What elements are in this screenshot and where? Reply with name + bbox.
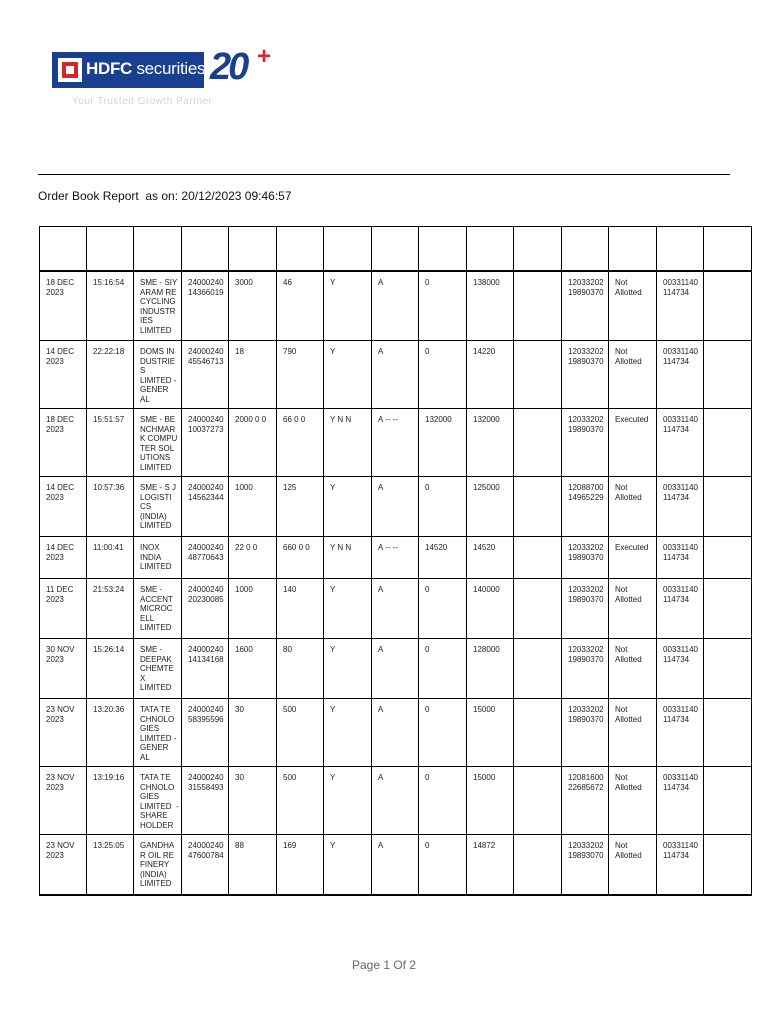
cell-price: 500 [277,699,324,767]
cell-type: A [372,341,419,409]
cell-time: 15:16:54 [87,271,134,341]
cell-amount: 132000 [467,409,514,477]
cell-acct: 00331140 114734 [657,835,704,896]
cell-time: 21:53:24 [87,579,134,639]
cell-empty [704,835,752,896]
cell-security: SME - BE NCHMAR K COMPU TER SOL UTIONS LIMITED [134,409,182,477]
cell-empty [514,477,562,537]
table-row [40,835,752,896]
cell-date: 18 DEC 2023 [40,409,87,477]
table-row [40,409,752,477]
report-title: Order Book Report as on: 20/12/2023 09:46:57 [38,189,292,203]
logo-brand-text: HDFC securities [86,59,206,78]
cell-empty [514,835,562,896]
cell-time: 13:20:36 [87,699,134,767]
cell-empty [514,537,562,579]
table-row [40,341,752,409]
header-cell [40,227,87,272]
cell-empty [514,271,562,341]
cell-qty: 88 [229,835,277,896]
cell-empty [514,639,562,699]
anniversary-plus-icon: + [257,43,272,70]
cell-security: TATA TE CHNOLO GIES LIMITED - GENER AL [134,699,182,767]
header-cell [514,227,562,272]
cell-qty: 1000 [229,579,277,639]
cell-type: A [372,639,419,699]
cell-date: 14 DEC 2023 [40,341,87,409]
header-cell [134,227,182,272]
cell-acct: 00331140 114734 [657,409,704,477]
cell-client: 12033202 19890370 [562,537,609,579]
table-row [40,699,752,767]
header-cell [87,227,134,272]
cell-amount: 138000 [467,271,514,341]
cell-price: 169 [277,835,324,896]
hdfc-securities-logo [52,43,282,94]
cell-exec-qty: 0 [419,639,467,699]
cell-empty [704,767,752,835]
cell-order-no: 24000240 45546713 [182,341,229,409]
cell-empty [704,477,752,537]
cell-date: 23 NOV 2023 [40,835,87,896]
cell-exec-qty: 132000 [419,409,467,477]
cell-security: DOMS IN DUSTRIE S LIMITED - GENER AL [134,341,182,409]
cell-flag: Y [324,579,372,639]
cell-status: Not Allotted [609,835,657,896]
header-cell [182,227,229,272]
cell-empty [704,271,752,341]
cell-time: 11:00:41 [87,537,134,579]
cell-amount: 140000 [467,579,514,639]
logo-box [52,52,204,88]
cell-order-no: 24000240 20230085 [182,579,229,639]
cell-type: A [372,835,419,896]
table-row [40,477,752,537]
cell-price: 80 [277,639,324,699]
cell-qty: 1000 [229,477,277,537]
cell-flag: Y [324,271,372,341]
table-body [40,271,752,895]
cell-security: SME - DEEPAK CHEMTE X LIMITED [134,639,182,699]
cell-empty [514,699,562,767]
cell-empty [514,767,562,835]
cell-empty [514,341,562,409]
cell-time: 15:51:57 [87,409,134,477]
cell-empty [704,639,752,699]
cell-client: 12088700 14965229 [562,477,609,537]
cell-qty: 18 [229,341,277,409]
cell-qty: 22 0 0 [229,537,277,579]
cell-client: 12033202 19890370 [562,699,609,767]
cell-type: A [372,271,419,341]
page-number: Page 1 Of 2 [351,958,417,972]
cell-acct: 00331140 114734 [657,767,704,835]
table-row [40,271,752,341]
cell-price: 46 [277,271,324,341]
cell-order-no: 24000240 14562344 [182,477,229,537]
cell-amount: 14872 [467,835,514,896]
cell-status: Not Allotted [609,579,657,639]
cell-status: Not Allotted [609,767,657,835]
cell-date: 14 DEC 2023 [40,477,87,537]
cell-flag: Y [324,699,372,767]
cell-status: Not Allotted [609,699,657,767]
cell-type: A -- -- [372,409,419,477]
cell-exec-qty: 0 [419,699,467,767]
cell-exec-qty: 0 [419,767,467,835]
cell-flag: Y N N [324,537,372,579]
cell-acct: 00331140 114734 [657,699,704,767]
cell-time: 22:22:18 [87,341,134,409]
cell-price: 66 0 0 [277,409,324,477]
cell-price: 790 [277,341,324,409]
cell-type: A [372,767,419,835]
cell-status: Not Allotted [609,271,657,341]
cell-order-no: 24000240 14134168 [182,639,229,699]
cell-acct: 00331140 114734 [657,639,704,699]
cell-time: 13:25:05 [87,835,134,896]
cell-client: 12081600 22685672 [562,767,609,835]
cell-type: A -- -- [372,537,419,579]
header-cell [562,227,609,272]
cell-security: TATA TE CHNOLO GIES LIMITED - SHARE HOLDER [134,767,182,835]
cell-empty [704,341,752,409]
cell-price: 660 0 0 [277,537,324,579]
header-cell [657,227,704,272]
cell-date: 18 DEC 2023 [40,271,87,341]
cell-security: SME - ACCENT MICROC ELL LIMITED [134,579,182,639]
cell-exec-qty: 0 [419,477,467,537]
cell-empty [704,579,752,639]
cell-client: 12033202 19890370 [562,579,609,639]
cell-amount: 15000 [467,767,514,835]
cell-time: 10:57:36 [87,477,134,537]
cell-amount: 125000 [467,477,514,537]
cell-price: 140 [277,579,324,639]
cell-empty [514,579,562,639]
cell-qty: 30 [229,767,277,835]
cell-order-no: 24000240 47600784 [182,835,229,896]
logo-tagline: Your Trusted Growth Partner [72,96,213,107]
cell-order-no: 24000240 48770643 [182,537,229,579]
cell-security: SME - S J LOGISTI CS (INDIA) LIMITED [134,477,182,537]
cell-acct: 00331140 114734 [657,271,704,341]
cell-date: 30 NOV 2023 [40,639,87,699]
cell-price: 125 [277,477,324,537]
cell-status: Executed [609,409,657,477]
table-row [40,579,752,639]
cell-date: 14 DEC 2023 [40,537,87,579]
table-row [40,767,752,835]
cell-time: 13:19:16 [87,767,134,835]
table-row [40,537,752,579]
table-row [40,639,752,699]
order-book-table [39,226,752,896]
cell-qty: 1600 [229,639,277,699]
cell-exec-qty: 0 [419,579,467,639]
cell-client: 12033202 19890370 [562,271,609,341]
cell-flag: Y [324,477,372,537]
header-cell [277,227,324,272]
cell-date: 11 DEC 2023 [40,579,87,639]
header-cell [324,227,372,272]
cell-amount: 15000 [467,699,514,767]
anniversary-mark: 20 [210,46,247,88]
cell-qty: 3000 [229,271,277,341]
header-cell [372,227,419,272]
cell-flag: Y [324,341,372,409]
cell-flag: Y [324,767,372,835]
cell-status: Not Allotted [609,477,657,537]
cell-status: Not Allotted [609,341,657,409]
header-cell [609,227,657,272]
cell-exec-qty: 14520 [419,537,467,579]
cell-status: Executed [609,537,657,579]
cell-client: 12033202 19890370 [562,409,609,477]
cell-qty: 2000 0 0 [229,409,277,477]
cell-empty [514,409,562,477]
cell-client: 12033202 19890370 [562,341,609,409]
cell-exec-qty: 0 [419,835,467,896]
cell-order-no: 24000240 58395596 [182,699,229,767]
cell-time: 15:26:14 [87,639,134,699]
cell-acct: 00331140 114734 [657,341,704,409]
cell-flag: Y [324,835,372,896]
cell-flag: Y N N [324,409,372,477]
cell-type: A [372,699,419,767]
hdfc-mark-icon [58,58,82,82]
cell-date: 23 NOV 2023 [40,699,87,767]
cell-order-no: 24000240 14366019 [182,271,229,341]
cell-acct: 00331140 114734 [657,579,704,639]
header-cell [419,227,467,272]
cell-type: A [372,477,419,537]
cell-type: A [372,579,419,639]
cell-empty [704,537,752,579]
header-divider [38,174,730,175]
cell-security: INOX INDIA LIMITED [134,537,182,579]
header-cell [467,227,514,272]
cell-empty [704,699,752,767]
table-header-row [40,227,752,272]
cell-status: Not Allotted [609,639,657,699]
cell-empty [704,409,752,477]
cell-security: SME - SIY ARAM RE CYCLING INDUSTR IES LIMITED [134,271,182,341]
cell-order-no: 24000240 10037273 [182,409,229,477]
cell-exec-qty: 0 [419,341,467,409]
cell-qty: 30 [229,699,277,767]
cell-client: 12033202 19893070 [562,835,609,896]
header-cell [704,227,752,272]
header-cell [229,227,277,272]
cell-security: GANDHA R OIL RE FINERY (INDIA) LIMITED [134,835,182,896]
cell-amount: 128000 [467,639,514,699]
cell-flag: Y [324,639,372,699]
cell-exec-qty: 0 [419,271,467,341]
cell-order-no: 24000240 31558493 [182,767,229,835]
cell-amount: 14220 [467,341,514,409]
cell-price: 500 [277,767,324,835]
cell-amount: 14520 [467,537,514,579]
cell-acct: 00331140 114734 [657,537,704,579]
cell-client: 12033202 19890370 [562,639,609,699]
cell-acct: 00331140 114734 [657,477,704,537]
cell-date: 23 NOV 2023 [40,767,87,835]
